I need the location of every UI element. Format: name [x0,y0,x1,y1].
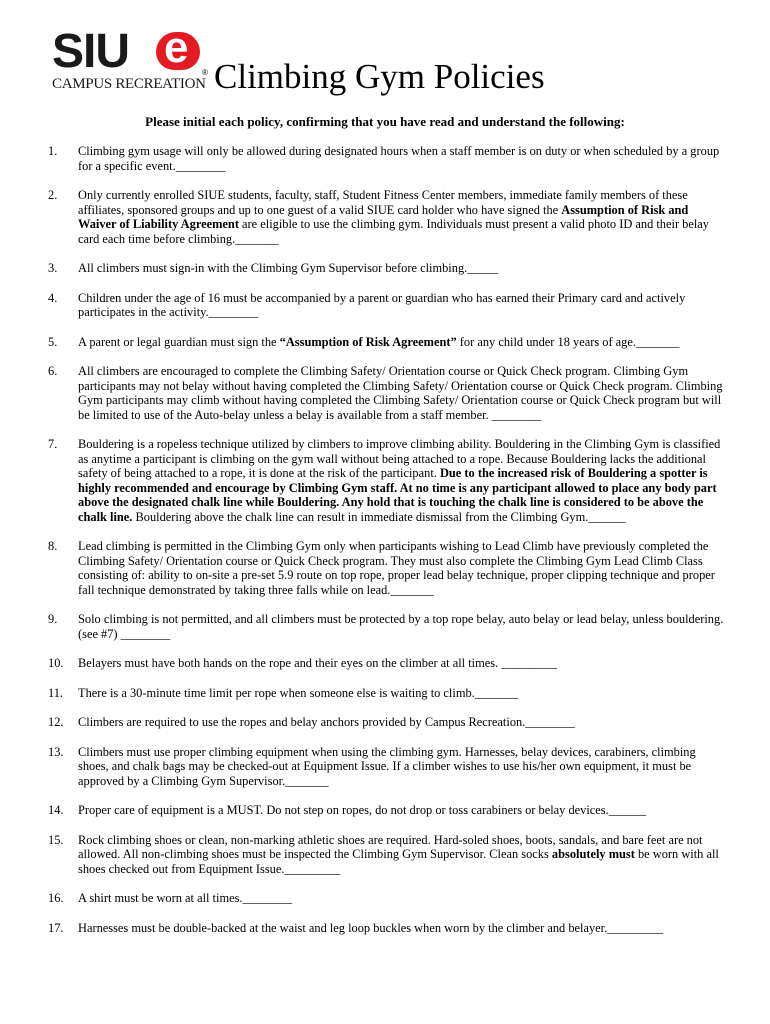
policy-text: Climbers must use proper climbing equipment when using the climbing gym. Harnesses, belay devices, carabiners, climbing shoes, and chalk bags may be checked-out at Equipment Issue. If a climber wishes to use his/her own equipment, it must be approved by a Climbing Gym Supervisor._______ [78,744,696,788]
policy-text [78,335,679,349]
policy-item [48,745,728,789]
policy-item [48,188,728,246]
policy-item [48,656,728,671]
policy-item [48,437,728,524]
policy-number: 7. [48,437,58,451]
policy-text-part: Bouldering is a ropeless technique utilized by climbers to improve climbing ability. Bouldering in the Climbing Gym is classified as anytime a participant is climbing on the gym wall without being attached to a rope. Because Bouldering lacks the additional safety of being attached to a rope, it is done at the risk of the participant. [78,437,721,480]
instructions: Please initial each policy, confirming that you have read and understand the following: [145,114,625,129]
policy-text [78,188,709,246]
policy-number: 16. [48,891,64,905]
policy-text: All climbers are encouraged to complete the Climbing Safety/ Orientation course or Quick Check program. Climbing Gym participants may not belay without having completed the Climbing Safety/ Orientation course or Quick Check program. Climbing Gym participants may climb without having completed the Climbing Safety/ Orientation course or Quick Check program but will be limited to use of the Auto-belay unless a belay is available from a staff member. ________ [78,364,723,422]
policy-text [78,437,720,524]
policy-item [48,833,728,877]
policy-bold-text: “Assumption of Risk Agreement” [279,334,457,349]
policy-number: 2. [48,188,58,202]
policy-bold-text: Due to the increased risk of Bouldering a spotter is highly recommended and encourage by Climbing Gym staff. At no time is any participant allowed to place any body part above the designated chalk line while Bouldering. Any hold that is touching the chalk line is considered to be above the chalk line. [78,466,717,524]
policy-number: 4. [48,290,58,305]
policy-text-part: Only currently enrolled SIUE students, faculty, staff, Student Fitness Center members, immediate family members of these affiliates, sponsored groups and up to one guest of a valid SIUE card holder who have signed the [78,188,688,217]
policy-list [48,144,728,950]
policy-text: Proper care of equipment is a MUST. Do not step on ropes, do not drop or toss carabiners or belay devices.______ [78,803,646,817]
policy-text: Children under the age of 16 must be accompanied by a parent or guardian who has earned their Primary card and actively participates in the activity.________ [78,290,686,319]
policy-item [48,715,728,730]
policy-text: All climbers must sign-in with the Climbing Gym Supervisor before climbing._____ [78,261,499,275]
policy-text: Lead climbing is permitted in the Climbing Gym only when participants wishing to Lead Climb have previously completed the Climbing Safety/ Orientation course or Quick Check program. They must also complete the Climbing Gym Lead Climb Class consisting of: ability to on-site a pre-set 5.9 route on top rope, proper lead belay technique, proper clipping technique and proper fall technique demonstrated by taking three falls while on lead._______ [78,539,715,597]
policy-text: Belayers must have both hands on the rope and their eyes on the climber at all times. _________ [78,656,557,670]
policy-text-part: Bouldering above the chalk line can result in immediate dismissal from the Climbing Gym.______ [132,509,626,524]
policy-item [48,803,728,818]
policy-text-part: A parent or legal guardian must sign the [78,334,280,349]
policy-number: 17. [48,920,64,935]
policy-item [48,144,728,173]
page-title: Climbing Gym Policies [214,57,545,96]
logo-subtitle: CAMPUS RECREATION [52,76,206,92]
policy-number: 14. [48,803,64,817]
logo-e-letter: e [164,23,189,72]
policy-item [48,539,728,597]
policy-text-part: are eligible to use the climbing gym. Individuals must present a valid photo ID and their belay card each time before climbing._______ [78,217,709,246]
policy-text: A shirt must be worn at all times.________ [78,891,293,905]
policy-number: 5. [48,334,58,349]
policy-item [48,686,728,701]
policy-text: Climbing gym usage will only be allowed during designated hours when a staff member is on duty or when scheduled by a group for a specific event.________ [78,144,720,173]
policy-item [48,335,728,350]
policy-item [48,612,728,641]
policy-number: 11. [48,685,64,700]
policy-item [48,891,728,906]
policy-item [48,921,728,936]
policy-bold-text: Assumption of Risk and Waiver of Liability Agreement [78,202,689,231]
policy-item [48,261,728,276]
policy-text: There is a 30-minute time limit per rope when someone else is waiting to climb._______ [78,685,519,700]
policy-text [78,833,719,876]
policy-text: Solo climbing is not permitted, and all climbers must be protected by a top rope belay, auto belay or lead belay, unless bouldering. (see #7) ________ [78,612,724,641]
logo-wordmark: SIU [52,25,130,78]
policy-number: 1. [48,144,58,158]
policy-number: 12. [48,715,64,729]
siue-campus-recreation-logo [52,23,212,96]
policy-number: 10. [48,656,64,670]
policy-text-part: for any child under 18 years of age._______ [456,334,680,349]
policy-item [48,291,728,320]
policy-number: 15. [48,832,64,847]
policy-item [48,364,728,422]
policy-number: 3. [48,261,58,275]
registered-mark: ® [202,68,208,77]
policy-number: 13. [48,744,64,759]
policy-number: 8. [48,539,58,553]
policy-number: 9. [48,612,58,626]
policy-bold-text: absolutely must [551,847,635,861]
policy-text: Harnesses must be double-backed at the waist and leg loop buckles when worn by the climber and belayer._________ [78,920,663,935]
policy-text-part: be worn with all shoes checked out from Equipment Issue._________ [78,847,719,876]
policy-text-part: Rock climbing shoes or clean, non-marking athletic shoes are required. Hard-soled shoes, boots, sandals, and bare feet are not allowed. All non-climbing shoes must be inspected the Climbing Gym Supervisor. Clean socks [78,832,703,861]
policy-number: 6. [48,364,58,378]
policy-text: Climbers are required to use the ropes and belay anchors provided by Campus Recreation.________ [78,715,575,729]
